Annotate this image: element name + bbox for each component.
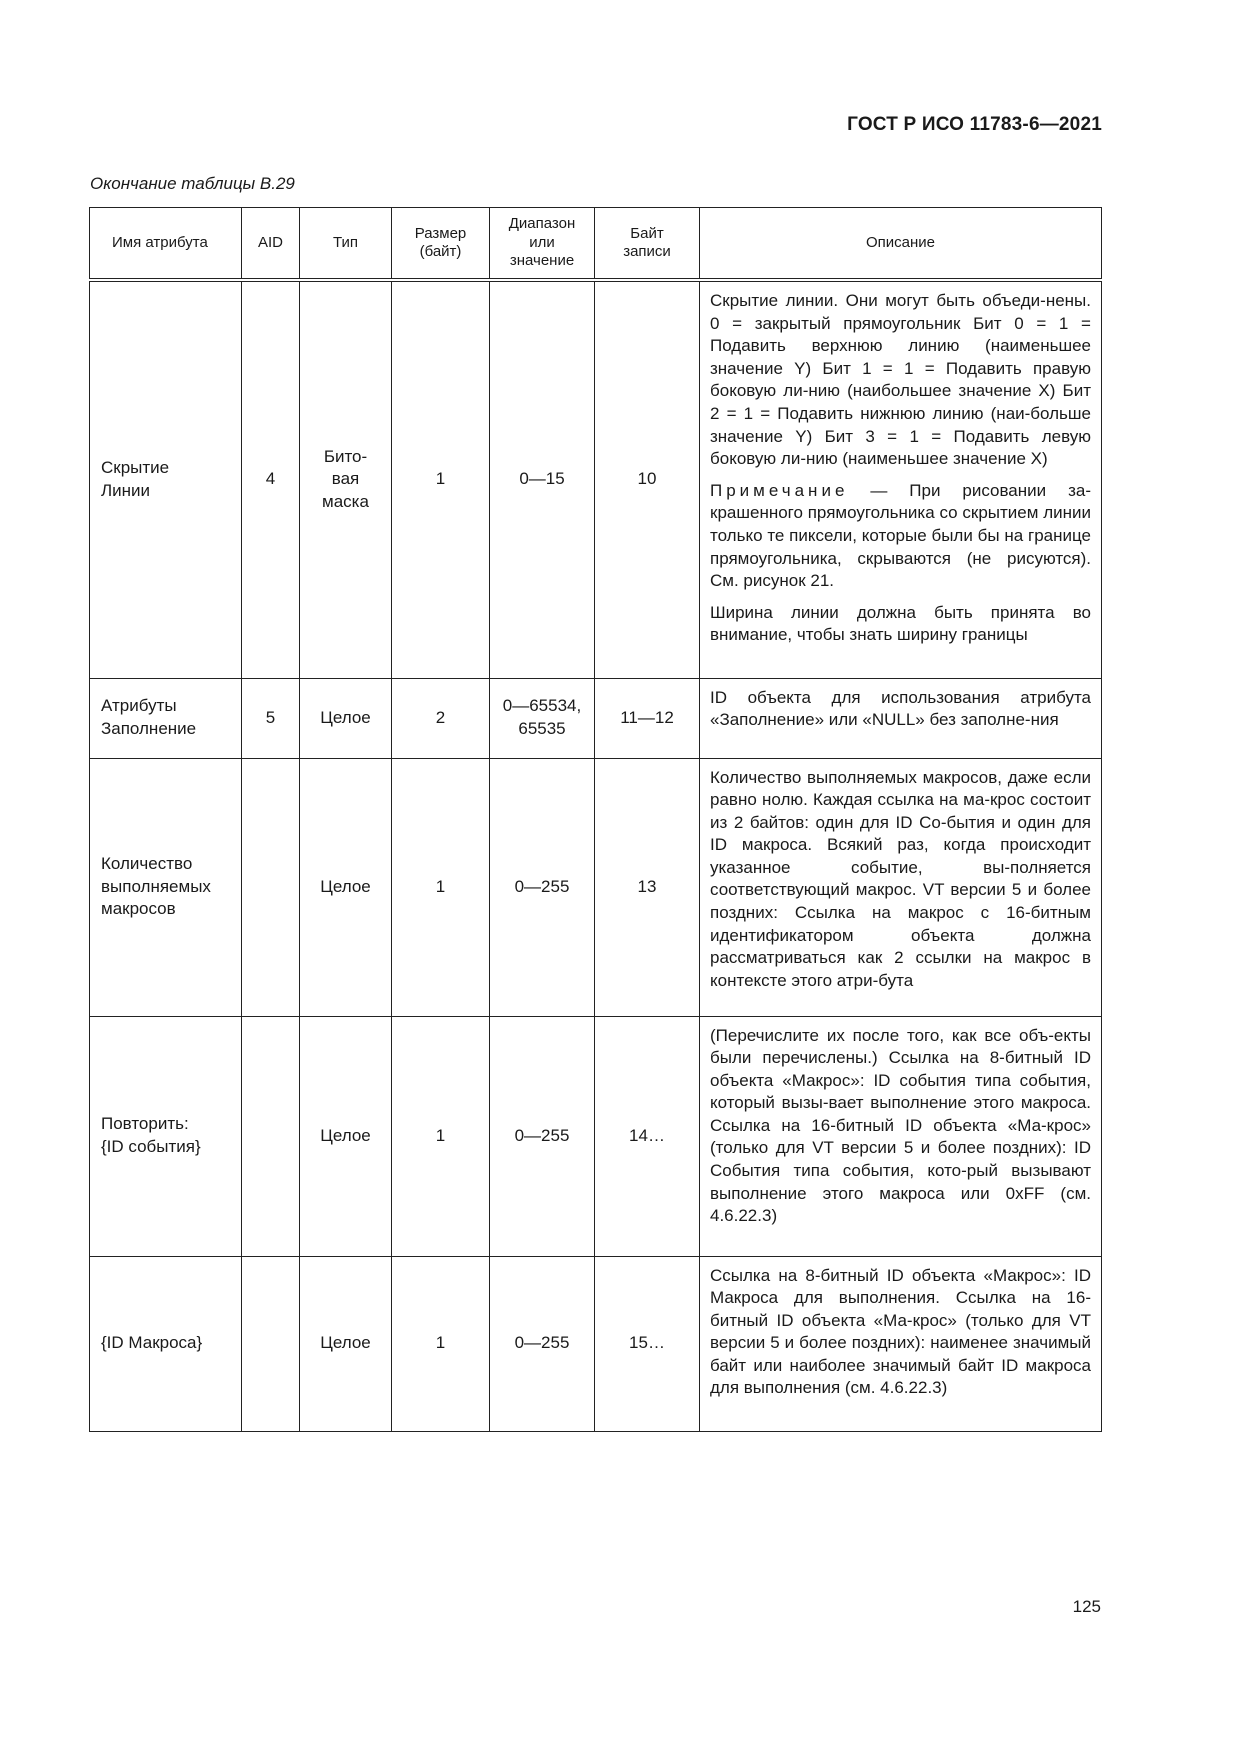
col-header-name: Имя атрибута: [90, 208, 242, 281]
col-header-size: [392, 208, 490, 281]
cell-type: Целое: [300, 758, 392, 1016]
cell-size: 1: [392, 280, 490, 678]
cell-range: [490, 678, 595, 758]
cell-attribute-name: [90, 280, 242, 678]
range-line: 65535: [518, 719, 566, 738]
type-line: маска: [322, 492, 369, 512]
table-row: [90, 678, 1102, 758]
cell-description: [700, 1016, 1102, 1256]
cell-byte: 14…: [595, 1016, 700, 1256]
cell-byte: 10: [595, 280, 700, 678]
cell-attribute-name: [90, 678, 242, 758]
header-line: Диапазон: [508, 215, 576, 233]
table-row: [90, 758, 1102, 1016]
col-header-aid: AID: [242, 208, 300, 281]
name-line: макросов: [101, 899, 176, 919]
header-line: Размер: [414, 224, 467, 242]
cell-byte: 15…: [595, 1256, 700, 1431]
cell-byte: 11—12: [595, 678, 700, 758]
note-text: — При рисовании за-крашенного прямоугольника со скрытием линии только те пиксели, которые были бы на границе прямоугольника, скрываются (не рисуются). См. рисунок 21.: [710, 480, 1091, 591]
cell-description: [700, 758, 1102, 1016]
header-line: записи: [623, 243, 671, 260]
name-line: Скрытие: [101, 458, 170, 478]
cell-range: 0—15: [490, 280, 595, 678]
type-line: Бито-: [323, 446, 368, 466]
cell-size: 1: [392, 758, 490, 1016]
cell-byte: 13: [595, 758, 700, 1016]
table-caption: Окончание таблицы В.29: [90, 174, 295, 193]
note-label: Примечание: [710, 480, 849, 500]
col-header-description: Описание: [700, 208, 1102, 281]
type-line: вая: [331, 469, 360, 489]
name-line: Атрибуты: [101, 696, 177, 716]
cell-type: Целое: [300, 1016, 392, 1256]
cell-type: [300, 280, 392, 678]
cell-range: 0—255: [490, 758, 595, 1016]
table-row: [90, 1256, 1102, 1431]
cell-description: [700, 678, 1102, 758]
col-header-range: [490, 208, 595, 281]
description-text: Скрытие линии. Они могут быть объеди-нены. 0 = закрытый прямоугольник Бит 0 = 1 = Подавить верхнюю линию (наименьшее значение Y) Бит 1 = 1 = Подавить правую боковую ли-нию (наибольшее значение X) Бит 2 = 1 = Подавить нижнюю линию (наи-больше значение Y) Бит 3 = 1 = Подавить левую боковую ли-нию (наименьшее значение X): [710, 291, 1091, 469]
col-header-byte: [595, 208, 700, 281]
cell-type: Целое: [300, 1256, 392, 1431]
description-text: (Перечислите их после того, как все объ-екты были перечислены.) Ссылка на 8-битный ID объекта «Макрос»: ID события типа события, который вызы-вает выполнение этого макроса. Ссылка на 16-битный ID объекта «Ма-крос» (только для VT версии 5 и более поздних): ID События типа события, кото-рый вызывают выполнение этого макроса или 0xFF (см. 4.6.22.3): [710, 1025, 1091, 1226]
description-text: ID объекта для использования атрибута «Заполнение» или «NULL» без заполне-ния: [710, 687, 1091, 730]
description-text: Ссылка на 8-битный ID объекта «Макрос»: ID Макроса для выполнения. Ссылка на 16-битный ID объекта «Ма-крос» (только для VT версии 5 и более поздних): наименее значимый байт или наиболее значимый байт ID макроса для выполнения (см. 4.6.22.3): [710, 1265, 1091, 1398]
description-text: Количество выполняемых макросов, даже если равно нолю. Каждая ссылка на ма-крос состоит из 2 байтов: один для ID Со-бытия и один для ID макроса. Всякий раз, когда происходит указанное событие, вы-полняется соответствующий макрос. VT версии 5 и более поздних: Ссылка на макрос с 16-битным идентификатором объекта должна рассматриваться как 2 ссылки на макрос в контексте этого атри-бута: [710, 767, 1091, 990]
name-line: Повторить:: [101, 1114, 189, 1134]
cell-size: 1: [392, 1256, 490, 1431]
name-line: Количество: [101, 854, 193, 874]
document-standard-header: ГОСТ Р ИСО 11783-6—2021: [847, 114, 1102, 135]
col-header-type: Тип: [300, 208, 392, 281]
description-note: [710, 480, 1091, 593]
cell-type: Целое: [300, 678, 392, 758]
cell-aid: 4: [242, 280, 300, 678]
description-extra: Ширина линии должна быть принята во внимание, чтобы знать ширину границы: [710, 602, 1091, 645]
name-line: Линии: [101, 480, 151, 500]
header-line: (байт): [419, 243, 462, 260]
cell-aid: [242, 758, 300, 1016]
cell-aid: [242, 1016, 300, 1256]
name-line: выполняемых: [101, 876, 211, 896]
cell-attribute-name: {ID Макроса}: [90, 1256, 242, 1431]
cell-aid: [242, 1256, 300, 1431]
range-line: 0—65534,: [502, 696, 582, 716]
cell-aid: 5: [242, 678, 300, 758]
name-line: Заполнение: [101, 719, 197, 738]
header-line: или: [529, 233, 555, 251]
cell-range: 0—255: [490, 1256, 595, 1431]
cell-description: [700, 280, 1102, 678]
cell-description: [700, 1256, 1102, 1431]
cell-size: 2: [392, 678, 490, 758]
header-line: значение: [509, 252, 575, 270]
page-number: 125: [1072, 1597, 1101, 1616]
cell-attribute-name: [90, 758, 242, 1016]
table-row: [90, 280, 1102, 678]
cell-size: 1: [392, 1016, 490, 1256]
cell-attribute-name: [90, 1016, 242, 1256]
table-row: [90, 1016, 1102, 1256]
attributes-table: [89, 207, 1102, 1432]
name-line: {ID события}: [101, 1137, 201, 1156]
header-line: Байт: [630, 224, 664, 242]
table-header-row: [90, 208, 1102, 281]
cell-range: 0—255: [490, 1016, 595, 1256]
